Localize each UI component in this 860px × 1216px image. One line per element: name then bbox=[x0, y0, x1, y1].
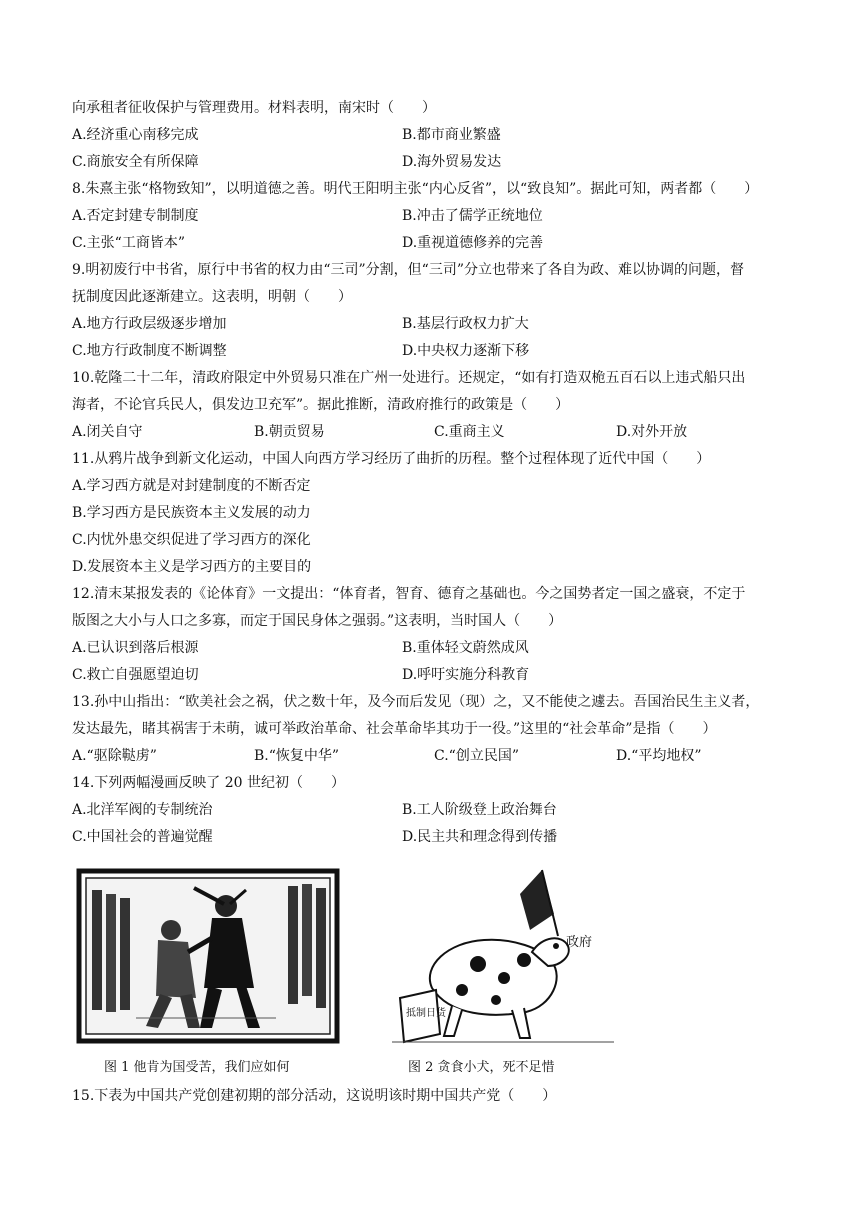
q13-option-b: B.“恢复中华” bbox=[254, 748, 340, 764]
cartoon-figure-2 bbox=[392, 866, 614, 1048]
q7-option-a: A.经济重心南移完成 bbox=[72, 127, 199, 143]
q11-option-b: B.学习西方是民族资本主义发展的动力 bbox=[72, 505, 311, 521]
q9-option-b: B.基层行政权力扩大 bbox=[402, 316, 529, 332]
q7-option-b: B.都市商业繁盛 bbox=[402, 127, 501, 143]
q9-option-a: A.地方行政层级逐步增加 bbox=[72, 316, 227, 332]
q10-stem-line2: 海者，不论官兵民人，俱发边卫充军”。据此推断，清政府推行的政策是（ ） bbox=[72, 397, 570, 413]
q9-stem-line1: 9.明初废行中书省，原行中书省的权力由“三司”分割，但“三司”分立也带来了各自为政、难以协调的问题，督 bbox=[72, 262, 744, 278]
q10-stem-line1: 10.乾隆二十二年，清政府限定中外贸易只准在广州一处进行。还规定，“如有打造双桅五百石以上违式船只出 bbox=[72, 370, 746, 386]
q10-option-c: C.重商主义 bbox=[434, 424, 505, 440]
q9-option-c: C.地方行政制度不断调整 bbox=[72, 343, 227, 359]
q15-stem: 15.下表为中国共产党创建初期的部分活动，这说明该时期中国共产党（ ） bbox=[72, 1088, 557, 1104]
q12-stem-line2: 版图之大小与人口之多寡，而定于国民身体之强弱。”这表明，当时国人（ ） bbox=[72, 613, 563, 629]
q11-stem: 11.从鸦片战争到新文化运动，中国人向西方学习经历了曲折的历程。整个过程体现了近代中国（ ） bbox=[72, 451, 711, 467]
q13-stem-line2: 发达最先，睹其祸害于未萌，诚可举政治革命、社会革命毕其功于一役。”这里的“社会革命”是指（ ） bbox=[72, 721, 717, 737]
q11-option-c: C.内忧外患交织促进了学习西方的深化 bbox=[72, 532, 311, 548]
q10-option-a: A.闭关自守 bbox=[72, 424, 143, 440]
q8-stem: 8.朱熹主张“格物致知”，以明道德之善。明代王阳明主张“内心反省”，以“致良知”。据此可知，两者都（ ） bbox=[72, 181, 759, 197]
q14-option-d: D.民主共和理念得到传播 bbox=[402, 829, 558, 845]
cartoon-2-tag-label: 抵制日货 bbox=[406, 1008, 446, 1019]
q10-option-d: D.对外开放 bbox=[616, 424, 688, 440]
q13-stem-line1: 13.孙中山指出：“欧美社会之祸，伏之数十年，及今而后发见（现）之，又不能使之遽去。吾国治民生主义者， bbox=[72, 694, 760, 710]
q14-stem: 14.下列两幅漫画反映了 20 世纪初（ ） bbox=[72, 775, 345, 791]
q14-option-a: A.北洋军阀的专制统治 bbox=[72, 802, 213, 818]
figure-1-caption: 图 1 他肯为国受苦，我们应如何 bbox=[104, 1060, 290, 1075]
q8-option-a: A.否定封建专制制度 bbox=[72, 208, 199, 224]
q12-option-c: C.救亡自强愿望迫切 bbox=[72, 667, 199, 683]
q14-option-c: C.中国社会的普遍觉醒 bbox=[72, 829, 213, 845]
q12-option-b: B.重体轻文蔚然成风 bbox=[402, 640, 529, 656]
q12-option-d: D.呼吁实施分科教育 bbox=[402, 667, 530, 683]
cartoon-2-flag-label: 政府 bbox=[566, 935, 593, 950]
q11-option-a: A.学习西方就是对封建制度的不断否定 bbox=[72, 478, 311, 494]
cartoon-figure-1 bbox=[76, 868, 342, 1046]
q13-option-a: A.“驱除鞑虏” bbox=[72, 748, 157, 764]
cartoon-1-left-text-block bbox=[92, 890, 130, 1012]
q11-option-d: D.发展资本主义是学习西方的主要目的 bbox=[72, 559, 312, 575]
q8-option-c: C.主张“工商皆本” bbox=[72, 235, 185, 251]
cartoon-1-right-text-block bbox=[288, 884, 326, 1008]
q10-option-b: B.朝贡贸易 bbox=[254, 424, 325, 440]
q13-option-d: D.“平均地权” bbox=[616, 748, 702, 764]
q9-option-d: D.中央权力逐渐下移 bbox=[402, 343, 530, 359]
cartoon-2-illustration bbox=[392, 866, 614, 1048]
q8-option-d: D.重视道德修养的完善 bbox=[402, 235, 544, 251]
q12-stem-line1: 12.清末某报发表的《论体育》一文提出：“体育者，智育、德育之基础也。今之国势者定一国之盛衰，不定于 bbox=[72, 586, 746, 602]
q7-option-d: D.海外贸易发达 bbox=[402, 154, 502, 170]
figure-2-caption: 图 2 贪食小犬，死不足惜 bbox=[408, 1060, 555, 1075]
intro-line: 向承租者征收保护与管理费用。材料表明，南宋时（ ） bbox=[72, 100, 436, 116]
q13-option-c: C.“创立民国” bbox=[434, 748, 519, 764]
q8-option-b: B.冲击了儒学正统地位 bbox=[402, 208, 543, 224]
q7-option-c: C.商旅安全有所保障 bbox=[72, 154, 199, 170]
q9-stem-line2: 抚制度因此逐渐建立。这表明，明朝（ ） bbox=[72, 289, 352, 305]
cartoon-1-illustration bbox=[76, 868, 342, 1046]
q14-option-b: B.工人阶级登上政治舞台 bbox=[402, 802, 557, 818]
q12-option-a: A.已认识到落后根源 bbox=[72, 640, 199, 656]
